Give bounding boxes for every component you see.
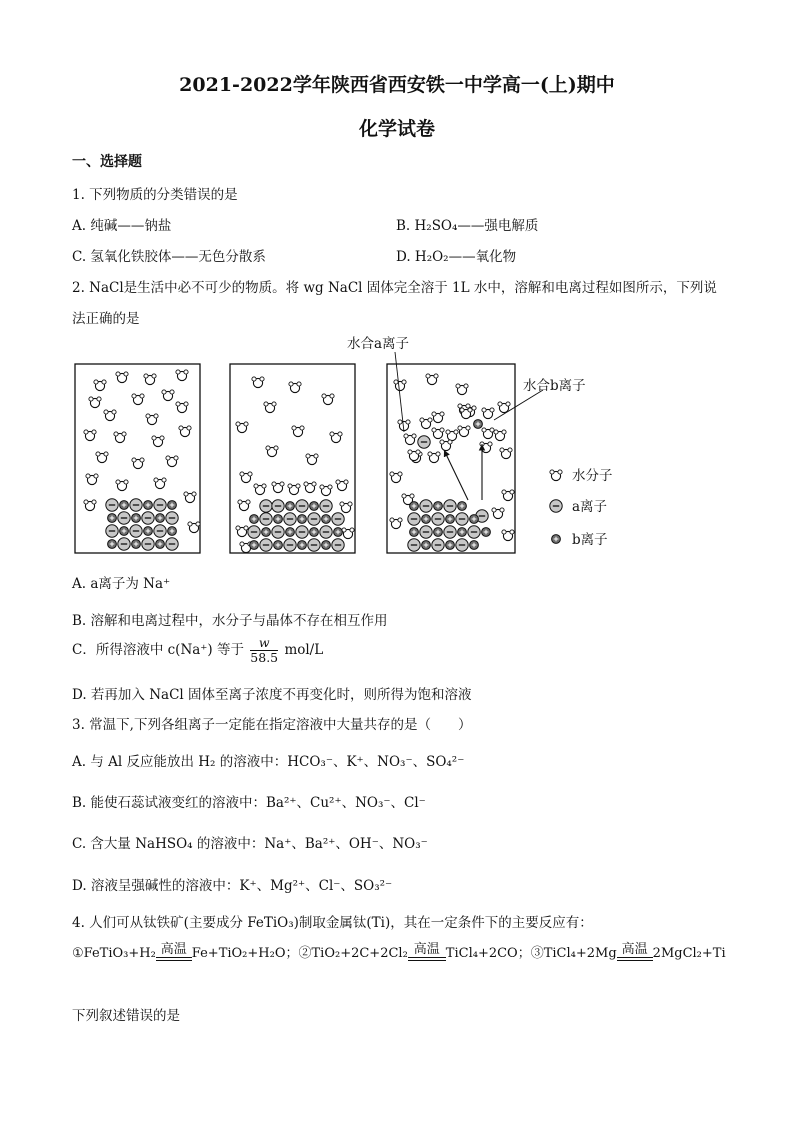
- q4-question-tail: 下列叙述错误的是: [72, 1008, 180, 1024]
- reaction-2-left: ②TiO₂+2C+2Cl₂: [298, 946, 408, 961]
- q3-option-b: B. 能使石蕊试液变红的溶液中：Ba²⁺、Cu²⁺、NO₃⁻、Cl⁻: [72, 795, 426, 811]
- label-hydrated-b: 水合b离子: [523, 378, 586, 394]
- reaction-3-left: ③TiCl₄+2Mg: [530, 946, 617, 961]
- q2-stem-line2: 法正确的是: [72, 311, 140, 327]
- q3-option-a: A. 与 Al 反应能放出 H₂ 的溶液中：HCO₃⁻、K⁺、NO₃⁻、SO₄²⁻: [72, 754, 465, 770]
- reaction-2-right: TiCl₄+2CO；: [445, 946, 531, 961]
- q2-option-c: [72, 636, 323, 665]
- exam-title-line1: 2021-2022学年陕西省西安铁一中学高一(上)期中: [179, 74, 615, 96]
- q3-stem: 3. 常温下,下列各组离子一定能在指定溶液中大量共存的是（ ）: [72, 717, 472, 733]
- q2-option-c-unit: mol/L: [284, 642, 324, 658]
- q2-option-b: B. 溶解和电离过程中，水分子与晶体不存在相互作用: [72, 613, 388, 629]
- reaction-condition: 高温: [621, 942, 648, 957]
- q2-option-d: D. 若再加入 NaCl 固体至离子浓度不再变化时，则所得为饱和溶液: [72, 687, 472, 703]
- q2-option-a: A. a离子为 Na⁺: [72, 576, 171, 592]
- crystal-3: [408, 500, 491, 551]
- fraction-denominator: 58.5: [250, 650, 279, 665]
- reaction-condition: 高温: [160, 942, 187, 957]
- q4-reactions: [72, 942, 726, 961]
- q1-option-d: D. H₂O₂——氧化物: [396, 249, 517, 265]
- q3-option-c: C. 含大量 NaHSO₄ 的溶液中：Na⁺、Ba²⁺、OH⁻、NO₃⁻: [72, 836, 428, 852]
- q1-option-b: B. H₂SO₄——强电解质: [396, 218, 539, 234]
- reaction-2-arrow: [408, 943, 446, 961]
- q1-option-c: C. 氢氧化铁胶体——无色分散系: [72, 249, 266, 265]
- legend-water: 水分子: [572, 468, 613, 484]
- legend-a: a离子: [572, 499, 608, 515]
- hydrated-b-ion: [458, 408, 494, 439]
- exam-title-line2: 化学试卷: [358, 118, 435, 140]
- fraction-numerator: w: [250, 636, 278, 651]
- q3-option-d: D. 溶液呈强碱性的溶液中：K⁺、Mg²⁺、Cl⁻、SO₃²⁻: [72, 878, 393, 894]
- legend-water-icon: [550, 470, 562, 481]
- legend-a-icon: [550, 500, 562, 512]
- reaction-3-arrow: [617, 943, 653, 961]
- reaction-condition: 高温: [413, 942, 440, 957]
- reaction-3-right: 2MgCl₂+Ti: [652, 946, 726, 961]
- legend-b: b离子: [572, 532, 608, 548]
- q4-stem: 4. 人们可从钛铁矿(主要成分 FeTiO₃)制取金属钛(Ti)，其在一定条件下的主要反应有：: [72, 915, 593, 931]
- label-hydrated-a: 水合a离子: [347, 336, 410, 352]
- fraction: [250, 636, 278, 665]
- reaction-1-left: ①FeTiO₃+H₂: [72, 946, 156, 961]
- q2-stem-line1: 2. NaCl是生活中必不可少的物质。将 wg NaCl 固体完全溶于 1L 水中，溶解和电离过程如图所示，下列说: [72, 280, 717, 296]
- q2-option-c-text: C．所得溶液中 c(Na⁺) 等于: [72, 642, 244, 658]
- q1-stem: 1. 下列物质的分类错误的是: [72, 187, 238, 203]
- reaction-1-right: Fe+TiO₂+H₂O；: [191, 946, 299, 961]
- reaction-1-arrow: [156, 943, 192, 961]
- legend-b-icon: [552, 535, 561, 544]
- dissolution-figure: [60, 328, 740, 560]
- q1-option-a: A. 纯碱——钠盐: [72, 218, 172, 234]
- crystal-1: [106, 499, 178, 550]
- section-title: 一、选择题: [72, 154, 142, 170]
- crystal-2: [248, 500, 344, 551]
- beaker-3: [387, 364, 515, 553]
